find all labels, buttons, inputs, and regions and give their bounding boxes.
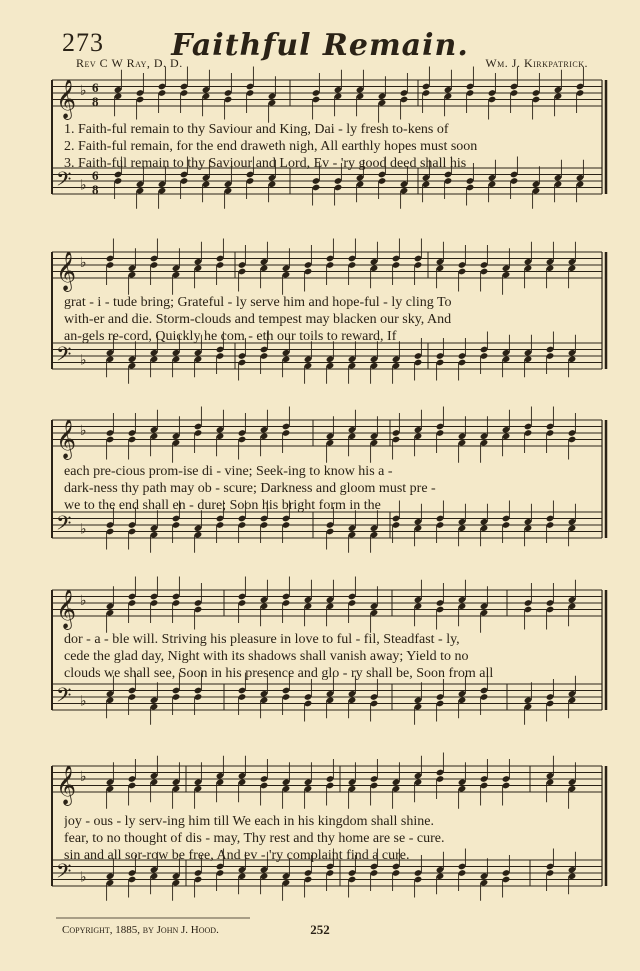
bass-clef-icon: 𝄢: [56, 683, 72, 712]
hymn-number: 273: [62, 28, 104, 57]
lyric-line: with-er and die. Storm-clouds and tempest may blacken our sky, And: [64, 312, 452, 327]
flat-icon: ♭: [80, 521, 87, 538]
composer-credit: Wm. J. Kirkpatrick.: [485, 56, 588, 70]
treble-clef-icon: 𝄞: [56, 589, 77, 629]
time-signature-bottom: 8: [92, 182, 99, 197]
hymn-title: Faithful Remain.: [171, 28, 469, 63]
bass-clef-icon: 𝄢: [56, 511, 72, 540]
lyric-line: clouds we shall see, Soon in his presence and glo - ry shall be, Soon from all: [64, 666, 494, 681]
author-credit: Rev C W Ray, D. D.: [76, 56, 183, 70]
page-number: 252: [310, 922, 330, 937]
time-signature-top: 6: [92, 80, 99, 95]
treble-clef-icon: 𝄞: [56, 79, 77, 119]
copyright-notice: Copyright, 1885, by John J. Hood.: [62, 924, 219, 936]
time-signature-top: 6: [92, 168, 99, 183]
flat-icon: ♭: [80, 423, 87, 439]
lyric-line: dark-ness thy path may ob - scure; Darkness and gloom must pre -: [64, 481, 436, 496]
lyric-line: 2. Faith-ful remain, for the end draweth nigh, All earthly hopes must soon: [64, 139, 478, 154]
lyric-line: joy - ous - ly serv-ing him till We each in his kingdom shall shine.: [64, 814, 434, 829]
bass-clef-icon: 𝄢: [56, 859, 72, 888]
flat-icon: ♭: [80, 769, 87, 785]
lyric-line: 3. Faith-ful remain to thy Saviour and Lord, Ev - 'ry good deed shall his: [64, 156, 467, 171]
lyric-line: 1. Faith-ful remain to thy Saviour and King, Dai - ly fresh to-kens of: [64, 122, 449, 137]
lyric-line: we to the end shall en - dure; Soon his bright form in the: [64, 498, 381, 513]
time-signature-bottom: 8: [92, 94, 99, 109]
flat-icon: ♭: [80, 869, 87, 886]
flat-icon: ♭: [80, 693, 87, 710]
lyric-line: sin and all sor-row be free, And ev - 'ry complaint find a cure.: [64, 848, 410, 863]
treble-clef-icon: 𝄞: [56, 765, 77, 805]
bass-clef-icon: 𝄢: [56, 167, 72, 196]
lyrics-system-5: [64, 813, 600, 864]
bass-clef-icon: 𝄢: [56, 342, 72, 371]
treble-clef-icon: 𝄞: [56, 419, 77, 459]
flat-icon: ♭: [80, 593, 87, 609]
lyrics-system-3: [64, 463, 600, 514]
treble-clef-icon: 𝄞: [56, 251, 77, 291]
lyric-line: fear, to no thought of dis - may, Thy rest and thy home are se - cure.: [64, 831, 445, 846]
lyric-line: dor - a - ble will. Striving his pleasure in love to ful - fil, Steadfast - ly,: [64, 632, 460, 647]
lyric-line: an-gels re-cord, Quickly he com - eth our toils to reward, If: [64, 329, 397, 344]
lyrics-system-4: [64, 631, 600, 682]
flat-icon: ♭: [80, 352, 87, 369]
flat-icon: ♭: [80, 255, 87, 271]
lyric-line: grat - i - tude bring; Grateful - ly serve him and hope-ful - ly cling To: [64, 295, 452, 310]
lyric-line: each pre-cious prom-ise di - vine; Seek-ing to know his a -: [64, 464, 393, 479]
lyrics-system-2: [64, 294, 600, 345]
lyric-line: cede the glad day, Night with its shadows shall vanish away; Yield to no: [64, 649, 469, 664]
flat-icon: ♭: [80, 83, 87, 99]
flat-icon: ♭: [80, 177, 87, 194]
lyrics-system-1: [64, 121, 600, 172]
